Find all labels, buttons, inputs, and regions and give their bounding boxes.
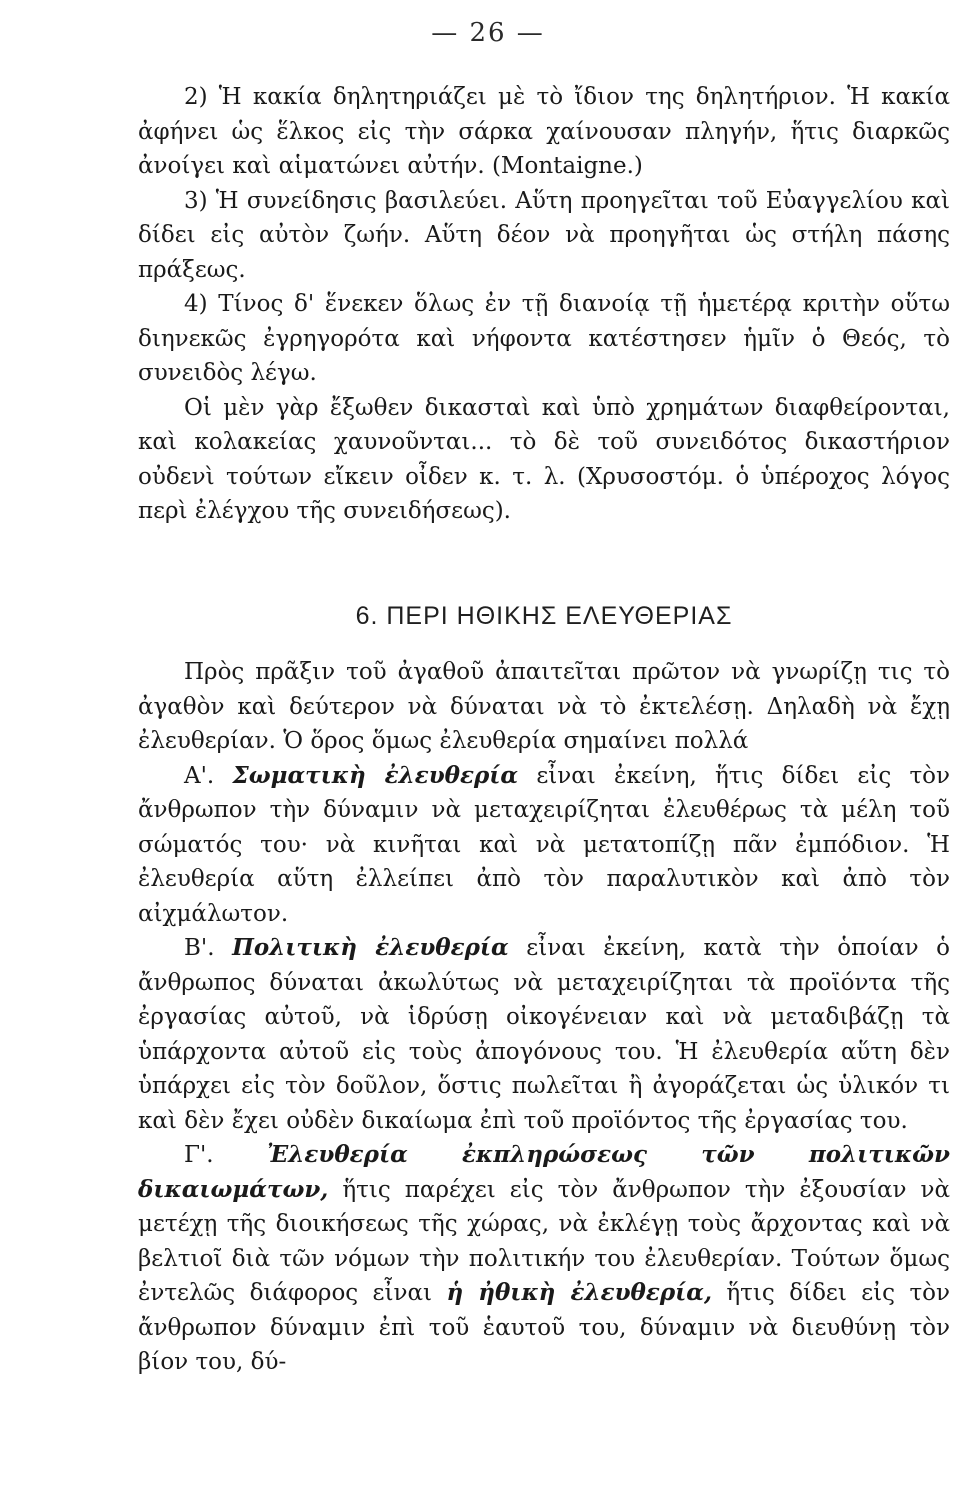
item-a-label: Α'. [184,762,215,789]
item-c-paragraph [138,1138,950,1380]
paragraph-4: 4) Τίνος δ' ἕνεκεν ὅλως ἐν τῇ διανοίᾳ τῇ ἡμετέρᾳ κριτὴν οὕτω διηνεκῶς ἐγρηγορότα καὶ νήφοντα κατέστησεν ἡμῖν ὁ Θεός, τὸ συνειδὸς λέγω. [138,291,950,386]
item-a-paragraph [138,759,950,932]
paragraph-2: 2) Ἡ κακία δηλητηριάζει μὲ τὸ ἴδιον της δηλητήριον. Ἡ κακία ἀφήνει ὡς ἕλκος εἰς τὴν σάρκα χαίνουσαν πληγήν, ἥτις διαρκῶς ἀνοίγει καὶ αἱματώνει αὐτήν. (Montaigne.) [138,84,950,179]
top-text-block [138,80,950,529]
item-b-term: Πολιτικὴ ἐλευθερία [232,934,509,961]
item-b-paragraph [138,931,950,1138]
page-number: — 26 — [431,18,545,48]
paragraph-3: 3) Ἡ συνείδησις βασιλεύει. Αὕτη προηγεῖται τοῦ Εὐαγγελίου καὶ δίδει εἰς αὐτὸν ζωήν. Αὕτη δέον νὰ προηγῆται ὡς στήλη πάσης πράξεως. [138,187,950,283]
item-c-text: ἥτις παρέχει εἰς τὸν ἄνθρωπον τὴν ἐξουσίαν νὰ μετέχῃ τῆς διοικήσεως τῆς χώρας, νὰ ἐκλέγῃ τοὺς ἄρχοντας καὶ νὰ βελτιοῖ διὰ τῶν νόμων τὴν πολιτικήν του ἐλευθερίαν. Τούτων ὅμως ἐντελῶς διάφορος εἶναι [138,1176,951,1306]
section-heading: 6. ΠΕΡΙ ΗΘΙΚΗΣ ΕΛΕΥΘΕΡΙΑΣ [355,602,733,630]
bottom-text-block [138,655,950,1380]
item-c-text-continued: ἥτις δίδει εἰς τὸν ἄνθρωπον δύναμιν ἐπὶ τοῦ ἑαυτοῦ του, δύναμιν νὰ διευθύνῃ τὸν βίον του, δύ- [138,1280,951,1375]
intro-paragraph: Πρὸς πρᾶξιν τοῦ ἀγαθοῦ ἀπαιτεῖται πρῶτον νὰ γνωρίζῃ τις τὸ ἀγαθὸν καὶ δεύτερον νὰ δύναται νὰ τὸ ἐκτελέσῃ. Δηλαδὴ νὰ ἔχῃ ἐλευθερίαν. Ὁ ὅρος ὅμως ἐλευθερία σημαίνει πολλά [138,659,950,754]
item-c-term-moral-freedom: ἡ ἠθικὴ ἐλευθερία, [446,1279,712,1306]
item-c-label: Γ'. [184,1142,214,1168]
paragraph-chrysostom-quote: Οἱ μὲν γὰρ ἔξωθεν δικασταὶ καὶ ὑπὸ χρημάτων διαφθείρονται, καὶ κολακείας χαυνοῦνται... τὸ δὲ τοῦ συνειδότος δικαστήριον οὐδενὶ τούτων εἴκειν οἶδεν κ. τ. λ. (Χρυσοστόμ. ὁ ὑπέροχος λόγος περὶ ἐλέγχου τῆς συνειδήσεως). [138,394,950,524]
item-b-label: Β'. [184,935,215,961]
item-a-term: Σωματικὴ ἐλευθερία [232,761,519,789]
item-b-text: εἶναι ἐκείνη, κατὰ τὴν ὁποίαν ὁ ἄνθρωπος δύναται ἀκωλύτως νὰ μεταχειρίζηται τὰ προϊόντα τῆς ἐργασίας αὐτοῦ, νὰ ἱδρύσῃ οἰκογένειαν καὶ νὰ μεταδιβάζῃ τὰ ὑπάρχοντα αὐτοῦ εἰς τοὺς ἀπογόνους του. Ἡ ἐλευθερία αὕτη δὲν ὑπάρχει εἰς τὸν δοῦλον, ὅστις πωλεῖται ἢ ἀγοράζεται ὡς ὑλικόν τι καὶ δὲν ἔχει οὐδὲν δικαίωμα ἐπὶ τοῦ προϊόντος τῆς ἐργασίας του. [138,935,951,1134]
item-c-term: Ἐλευθερία ἐκπληρώσεως τῶν πολιτικῶν δικαιωμάτων, [138,1141,950,1203]
item-a-text: εἶναι ἐκείνη, ἥτις δίδει εἰς τὸν ἄνθρωπον τὴν δύναμιν νὰ μεταχειρίζηται ἐλευθέρως τὰ μέλη τοῦ σώματός του· νὰ κινῆται καὶ νὰ μετατοπίζῃ πᾶν ἐμπόδιον. Ἡ ἐλευθερία αὕτη ἐλλείπει ἀπὸ τὸν παραλυτικὸν καὶ ἀπὸ τὸν αἰχμάλωτον. [138,762,951,927]
